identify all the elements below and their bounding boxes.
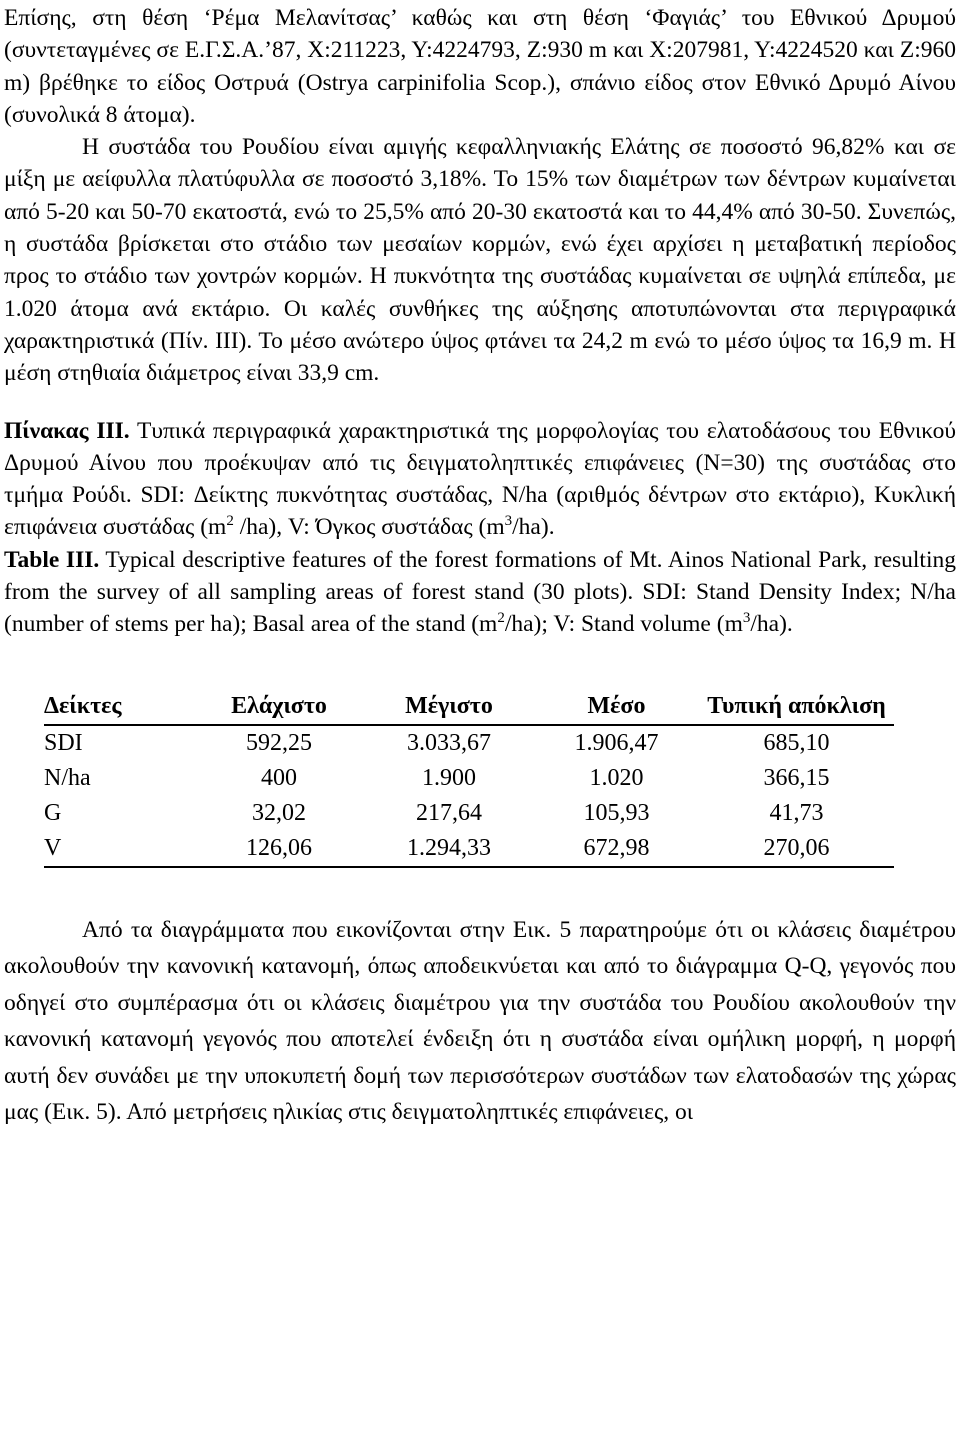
- table-cell: 270,06: [699, 831, 894, 867]
- table-cell: 672,98: [534, 831, 699, 867]
- table-row: [44, 796, 894, 831]
- table-caption-english-sup-1: 2: [497, 610, 505, 627]
- table-caption-english: [4, 544, 956, 641]
- table-header-cell: Ελάχιστο: [194, 689, 364, 725]
- table-caption-greek-sup-1: 2: [226, 513, 234, 530]
- table-caption-english-sup-2: 3: [742, 610, 751, 627]
- table-caption-greek-text-1: Τυπικά περιγραφικά χαρακτηριστικά της μορφολογίας του ελατοδάσους του Εθνικού Δρυμού Αίνου που προέκυψαν από τις δειγματοληπτικές επιφάνειες (N=30) της συστάδας στο τμήμα Ρούδι. SDI: Δείκτης πυκνότητας συστάδας, N/ha (αριθμός δέντρων στο εκτάριο), Κυκλική επιφάνεια συστάδας (m: [4, 417, 956, 541]
- paragraph-diameter-distribution: Από τα διαγράμματα που εικονίζονται στην Εικ. 5 παρατηρούμε ότι οι κλάσεις διαμέτρου ακολουθούν την κανονική κατανομή, όπως αποδεικνύεται και από το διάγραμμα Q-Q, γεγονός που οδηγεί στο συμπέρασμα ότι οι κλάσεις διαμέτρου για την συστάδα του Ρουδίου ακολουθούν την κανονική κατανομή γεγονός που αποτελεί ένδειξη ότι η συστάδα είναι ομήλικη μορφή, η μορφή αυτή δεν συνάδει με την υποκυπετή δομή των περισσότερων συστάδων των ελατοδασών της χώρας μας (Εικ. 5). Από μετρήσεις ηλικίας στις δειγματοληπτικές επιφάνειες, οι: [4, 916, 956, 1126]
- table-cell: 217,64: [416, 799, 482, 826]
- table-cell: V: [44, 831, 194, 867]
- table-cell: SDI: [44, 729, 83, 756]
- stand-descriptive-table: [44, 689, 894, 868]
- table-cell: N/ha: [44, 764, 91, 791]
- paragraph-roudi-stand: Η συστάδα του Ρουδίου είναι αμιγής κεφαλληνιακής Ελάτης σε ποσοστό 96,82% και σε μίξη με αείφυλλα πλατύφυλλα σε ποσοστό 3,18%. Το 15% των διαμέτρων των δέντρων κυμαίνεται από 5-20 και 50-70 εκατοστά, ενώ το 25,5% από 20-30 εκατοστά και το 44,4% από 30-50. Συνεπώς, η συστάδα βρίσκεται στο στάδιο των μεσαίων κορμών, ενώ έχει αρχίσει η μεταβατική περίοδος προς το στάδιο των χοντρών κορμών. Η πυκνότητα της συστάδας κυμαίνεται σε υψηλά επίπεδα, με 1.020 άτομα ανά εκτάριο. Οι καλές συνθήκες της αύξησης αποτυπώνονται στα περιγραφικά χαρακτηριστικά (Πίν. ΙΙΙ). Το μέσο ανώτερο ύψος φτάνει τα 24,2 m ενώ το μέσο ύψος τα 16,9 m. Η μέση στηθιαία διάμετρος είναι 33,9 cm.: [4, 134, 956, 387]
- table-cell: 126,06: [194, 831, 364, 867]
- table-cell: 41,73: [769, 799, 824, 826]
- table-caption-greek-label: Πίνακας ΙΙΙ.: [4, 417, 130, 444]
- table-cell: 1.294,33: [364, 831, 534, 867]
- table-cell: 32,02: [252, 799, 306, 826]
- table-cell: G: [44, 799, 62, 826]
- table-header-cell: Δείκτες: [44, 689, 194, 725]
- table-caption-greek-text-2: /ha), V: Όγκος συστάδας (m: [233, 514, 505, 541]
- table-cell: 685,10: [763, 729, 830, 756]
- table-header-cell: Μέσο: [534, 689, 699, 725]
- table-caption-greek: [4, 415, 956, 544]
- table-cell: 1.020: [589, 764, 644, 791]
- table-header-cell: Τυπική απόκλιση: [699, 689, 894, 725]
- table-cell: 1.906,47: [574, 729, 659, 756]
- table-caption-english-label: Table III.: [4, 546, 100, 573]
- table-caption-greek-sup-2: 3: [504, 513, 513, 530]
- table-cell: 105,93: [583, 799, 650, 826]
- table-header-cell: Μέγιστο: [364, 689, 534, 725]
- table-cell: 400: [261, 764, 297, 791]
- table-row: [44, 831, 894, 867]
- table-row: [44, 725, 894, 761]
- table-cell: 1.900: [422, 764, 476, 791]
- table-caption-greek-text-3: /ha).: [512, 514, 555, 541]
- table-caption-english-text-3: /ha).: [750, 611, 793, 638]
- paragraph-ostrya: Επίσης, στη θέση ‘Ρέμα Μελανίτσας’ καθώς και στη θέση ‘Φαγιάς’ του Εθνικού Δρυμού (συντεταγμένες σε Ε.Γ.Σ.Α.’87, X:211223, Y:4224793, Z:930 m και X:207981, Y:4224520 και Z:960 m) βρέθηκε το είδος Οστρυά (Ostrya carpinifolia Scop.), σπάνιο είδος στον Εθνικό Δρυμό Αίνου (συνολικά 8 άτομα).: [4, 5, 956, 128]
- table-cell: 3.033,67: [407, 729, 491, 756]
- table-cell: 366,15: [763, 764, 830, 791]
- table-caption-english-text-2: /ha); V: Stand volume (m: [504, 611, 743, 638]
- table-row: [44, 761, 894, 796]
- table-header-row: [44, 689, 894, 725]
- table-cell: 592,25: [246, 729, 312, 756]
- document-page: [4, 0, 956, 1131]
- table-caption-english-text-1: Typical descriptive features of the forest formations of Mt. Ainos National Park, resulting from the survey of all sampling areas of forest stand (30 plots). SDI: Stand Density Index; N/ha (number of stems per ha); Basal area of the stand (m: [4, 546, 956, 638]
